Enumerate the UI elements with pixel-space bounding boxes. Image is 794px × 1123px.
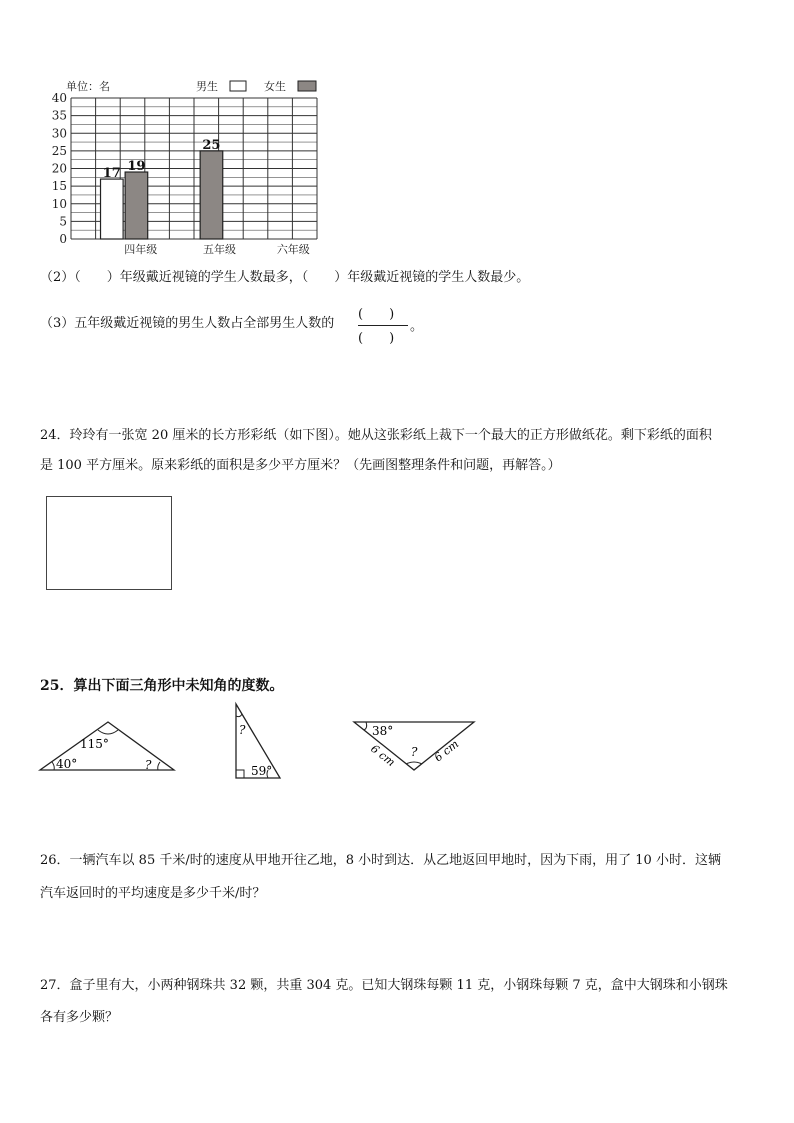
triangle-1-right-angle: ?	[145, 758, 152, 772]
triangle-2-right-angle-mark	[236, 770, 244, 778]
y-tick-label: 25	[51, 143, 67, 158]
legend-boys-swatch	[230, 81, 246, 91]
legend-boys-label: 男生	[196, 80, 218, 93]
triangle-1-arc-top	[98, 730, 118, 734]
q25-title: 25．算出下面三角形中未知角的度数。	[40, 678, 284, 694]
y-tick-label: 15	[51, 179, 67, 194]
triangle-2-arc-top	[236, 714, 242, 717]
y-tick-label: 10	[51, 196, 67, 211]
y-tick-label: 0	[59, 232, 67, 246]
fraction-bar	[358, 325, 408, 326]
chart-unit-label: 单位：名	[66, 80, 110, 93]
triangle-1-left-angle: 40°	[56, 757, 78, 771]
q27-line1: 27．盒子里有大，小两种钢珠共 32 颗，共重 304 克。已知大钢珠每颗 11 克，小钢珠每颗 7 克，盒中大钢珠和小钢珠	[40, 978, 728, 993]
triangle-3-arc-bottom	[406, 762, 422, 764]
bar-男生-四年级	[101, 179, 124, 239]
q24-line2: 是 100 平方厘米。原来彩纸的面积是多少平方厘米？（先画图整理条件和问题，再解答。）	[40, 458, 561, 473]
q26-line2: 汽车返回时的平均速度是多少千米/时？	[40, 886, 266, 901]
x-tick-label: 六年级	[276, 243, 310, 256]
triangle-3-left-side: 6 cm	[368, 742, 398, 770]
bar-value-label: 25	[202, 137, 221, 153]
triangle-3-right-side: 6 cm	[431, 737, 462, 765]
fraction-denominator: ( )	[358, 331, 395, 346]
bar-value-label: 17	[102, 166, 121, 182]
triangle-1-arc-right	[158, 762, 160, 770]
q23-part3	[40, 308, 334, 340]
bar-女生-五年级	[200, 151, 223, 239]
y-tick-label: 30	[51, 126, 67, 141]
triangle-figures	[0, 690, 794, 790]
q24-line1: 24．玲玲有一张宽 20 厘米的长方形彩纸（如下图）。她从这张彩纸上裁下一个最大的正方形做纸花。剩下彩纸的面积	[40, 428, 712, 443]
triangle-3-bottom-angle: ?	[411, 745, 418, 759]
rectangle-paper-figure	[46, 496, 172, 590]
legend-girls-label: 女生	[264, 80, 286, 93]
triangle-2-top-angle: ?	[239, 723, 246, 737]
triangle-1-arc-left	[52, 762, 54, 770]
q23-part2: （2）（ ）年级戴近视镜的学生人数最多，（ ）年级戴近视镜的学生人数最少。	[40, 270, 530, 285]
y-tick-label: 40	[51, 91, 67, 105]
bar-女生-四年级	[125, 172, 148, 239]
triangle-2-bottom-angle: 59°	[251, 764, 273, 778]
y-axis-ticks	[52, 91, 67, 246]
legend-girls-swatch	[298, 81, 316, 91]
q23-part3-prefix: （3）五年级戴近视镜的男生人数占全部男生人数的	[40, 316, 335, 331]
fraction-numerator: ( )	[358, 307, 395, 322]
y-tick-label: 5	[59, 214, 67, 229]
triangle-1-top-angle: 115°	[80, 737, 109, 751]
q26-line1: 26．一辆汽车以 85 千米/时的速度从甲地开往乙地，8 小时到达．从乙地返回甲地时，因为下雨，用了 10 小时．这辆	[40, 853, 721, 868]
triangle-3-arc-left	[364, 722, 367, 730]
triangle-3-left-angle: 38°	[372, 724, 394, 738]
bar-value-label: 19	[127, 159, 146, 175]
y-tick-label: 20	[51, 161, 67, 176]
bar-chart	[30, 74, 330, 264]
x-tick-label: 五年级	[203, 243, 237, 256]
y-tick-label: 35	[51, 108, 67, 123]
x-axis-labels	[124, 242, 310, 256]
x-tick-label: 四年级	[124, 243, 158, 256]
q27-line2: 各有多少颗？	[40, 1010, 119, 1025]
q23-part3-suffix: 。	[410, 319, 424, 334]
